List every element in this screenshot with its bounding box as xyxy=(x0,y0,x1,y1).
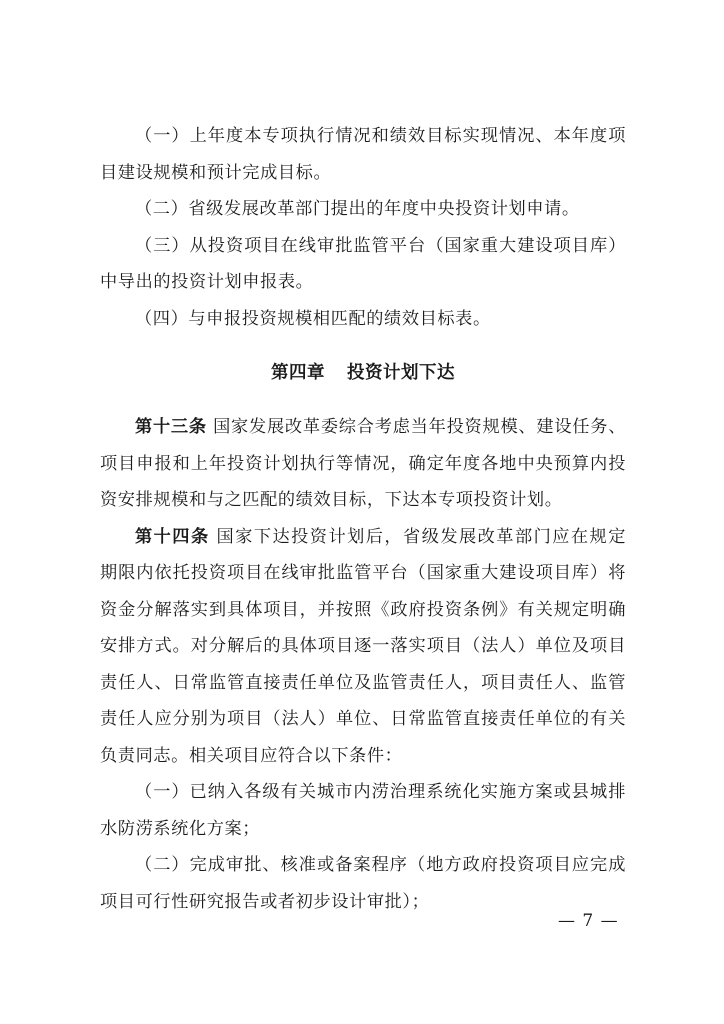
text-line: 项目可行性研究报告或者初步设计审批）； xyxy=(100,891,430,912)
article-text: 国家下达投资计划后，省级发展改革部门应在规定 xyxy=(216,526,626,547)
text-line xyxy=(100,519,626,556)
article-head: 第十三条 xyxy=(135,417,207,437)
text-line: （二）完成审批、核准或备案程序（地方政府投资项目应完成 xyxy=(135,855,626,875)
article-head: 第十四条 xyxy=(135,526,210,547)
text-line: （一）已纳入各级有关城市内涝治理系统化实施方案或县城排 xyxy=(135,782,626,802)
paragraph-item-2 xyxy=(100,191,626,228)
chapter-title: 投资计划下达 xyxy=(347,363,455,383)
condition-item-2 xyxy=(100,847,626,920)
text-line: 安排方式。对分解后的具体项目逐一落实项目（法人）单位及项目 xyxy=(100,636,626,656)
paragraph-item-1 xyxy=(100,118,626,191)
page-number: — 7 — xyxy=(558,911,619,931)
article-14 xyxy=(100,519,626,775)
text-line: 责任人应分别为项目（法人）单位、日常监管直接责任单位的有关 xyxy=(100,709,626,729)
text-line: 资金分解落实到具体项目，并按照《政府投资条例》有关规定明确 xyxy=(100,599,626,620)
document-page xyxy=(100,118,626,920)
text-line: （三）从投资项目在线审批监管平台（国家重大建设项目库） xyxy=(135,235,626,256)
text-line: 资安排规模和与之匹配的绩效目标，下达本专项投资计划。 xyxy=(100,490,563,510)
text-line: 负责同志。相关项目应符合以下条件： xyxy=(100,745,403,766)
text-line: 目建设规模和预计完成目标。 xyxy=(100,162,332,183)
paragraph-item-4 xyxy=(100,301,626,338)
text-line: 期限内依托投资项目在线审批监管平台（国家重大建设项目库）将 xyxy=(100,563,626,583)
text-line xyxy=(100,409,626,446)
condition-item-1 xyxy=(100,774,626,847)
paragraph-item-3 xyxy=(100,228,626,301)
chapter-heading xyxy=(100,337,626,409)
text-line: （一）上年度本专项执行情况和绩效目标实现情况、本年度项 xyxy=(135,126,626,146)
text-line: 中导出的投资计划申报表。 xyxy=(100,272,314,292)
text-line: （二）省级发展改革部门提出的年度中央投资计划申请。 xyxy=(135,199,580,219)
article-13 xyxy=(100,409,626,519)
text-line: 水防涝系统化方案； xyxy=(100,818,261,839)
article-text: 国家发展改革委综合考虑当年投资规模、建设任务、 xyxy=(213,417,626,437)
text-line: （四）与申报投资规模相匹配的绩效目标表。 xyxy=(135,308,491,329)
text-line: 项目申报和上年投资计划执行等情况，确定年度各地中央预算内投 xyxy=(100,453,626,474)
chapter-number: 第四章 xyxy=(271,363,325,383)
text-line: 责任人、日常监管直接责任单位及监管责任人，项目责任人、监管 xyxy=(100,672,626,693)
